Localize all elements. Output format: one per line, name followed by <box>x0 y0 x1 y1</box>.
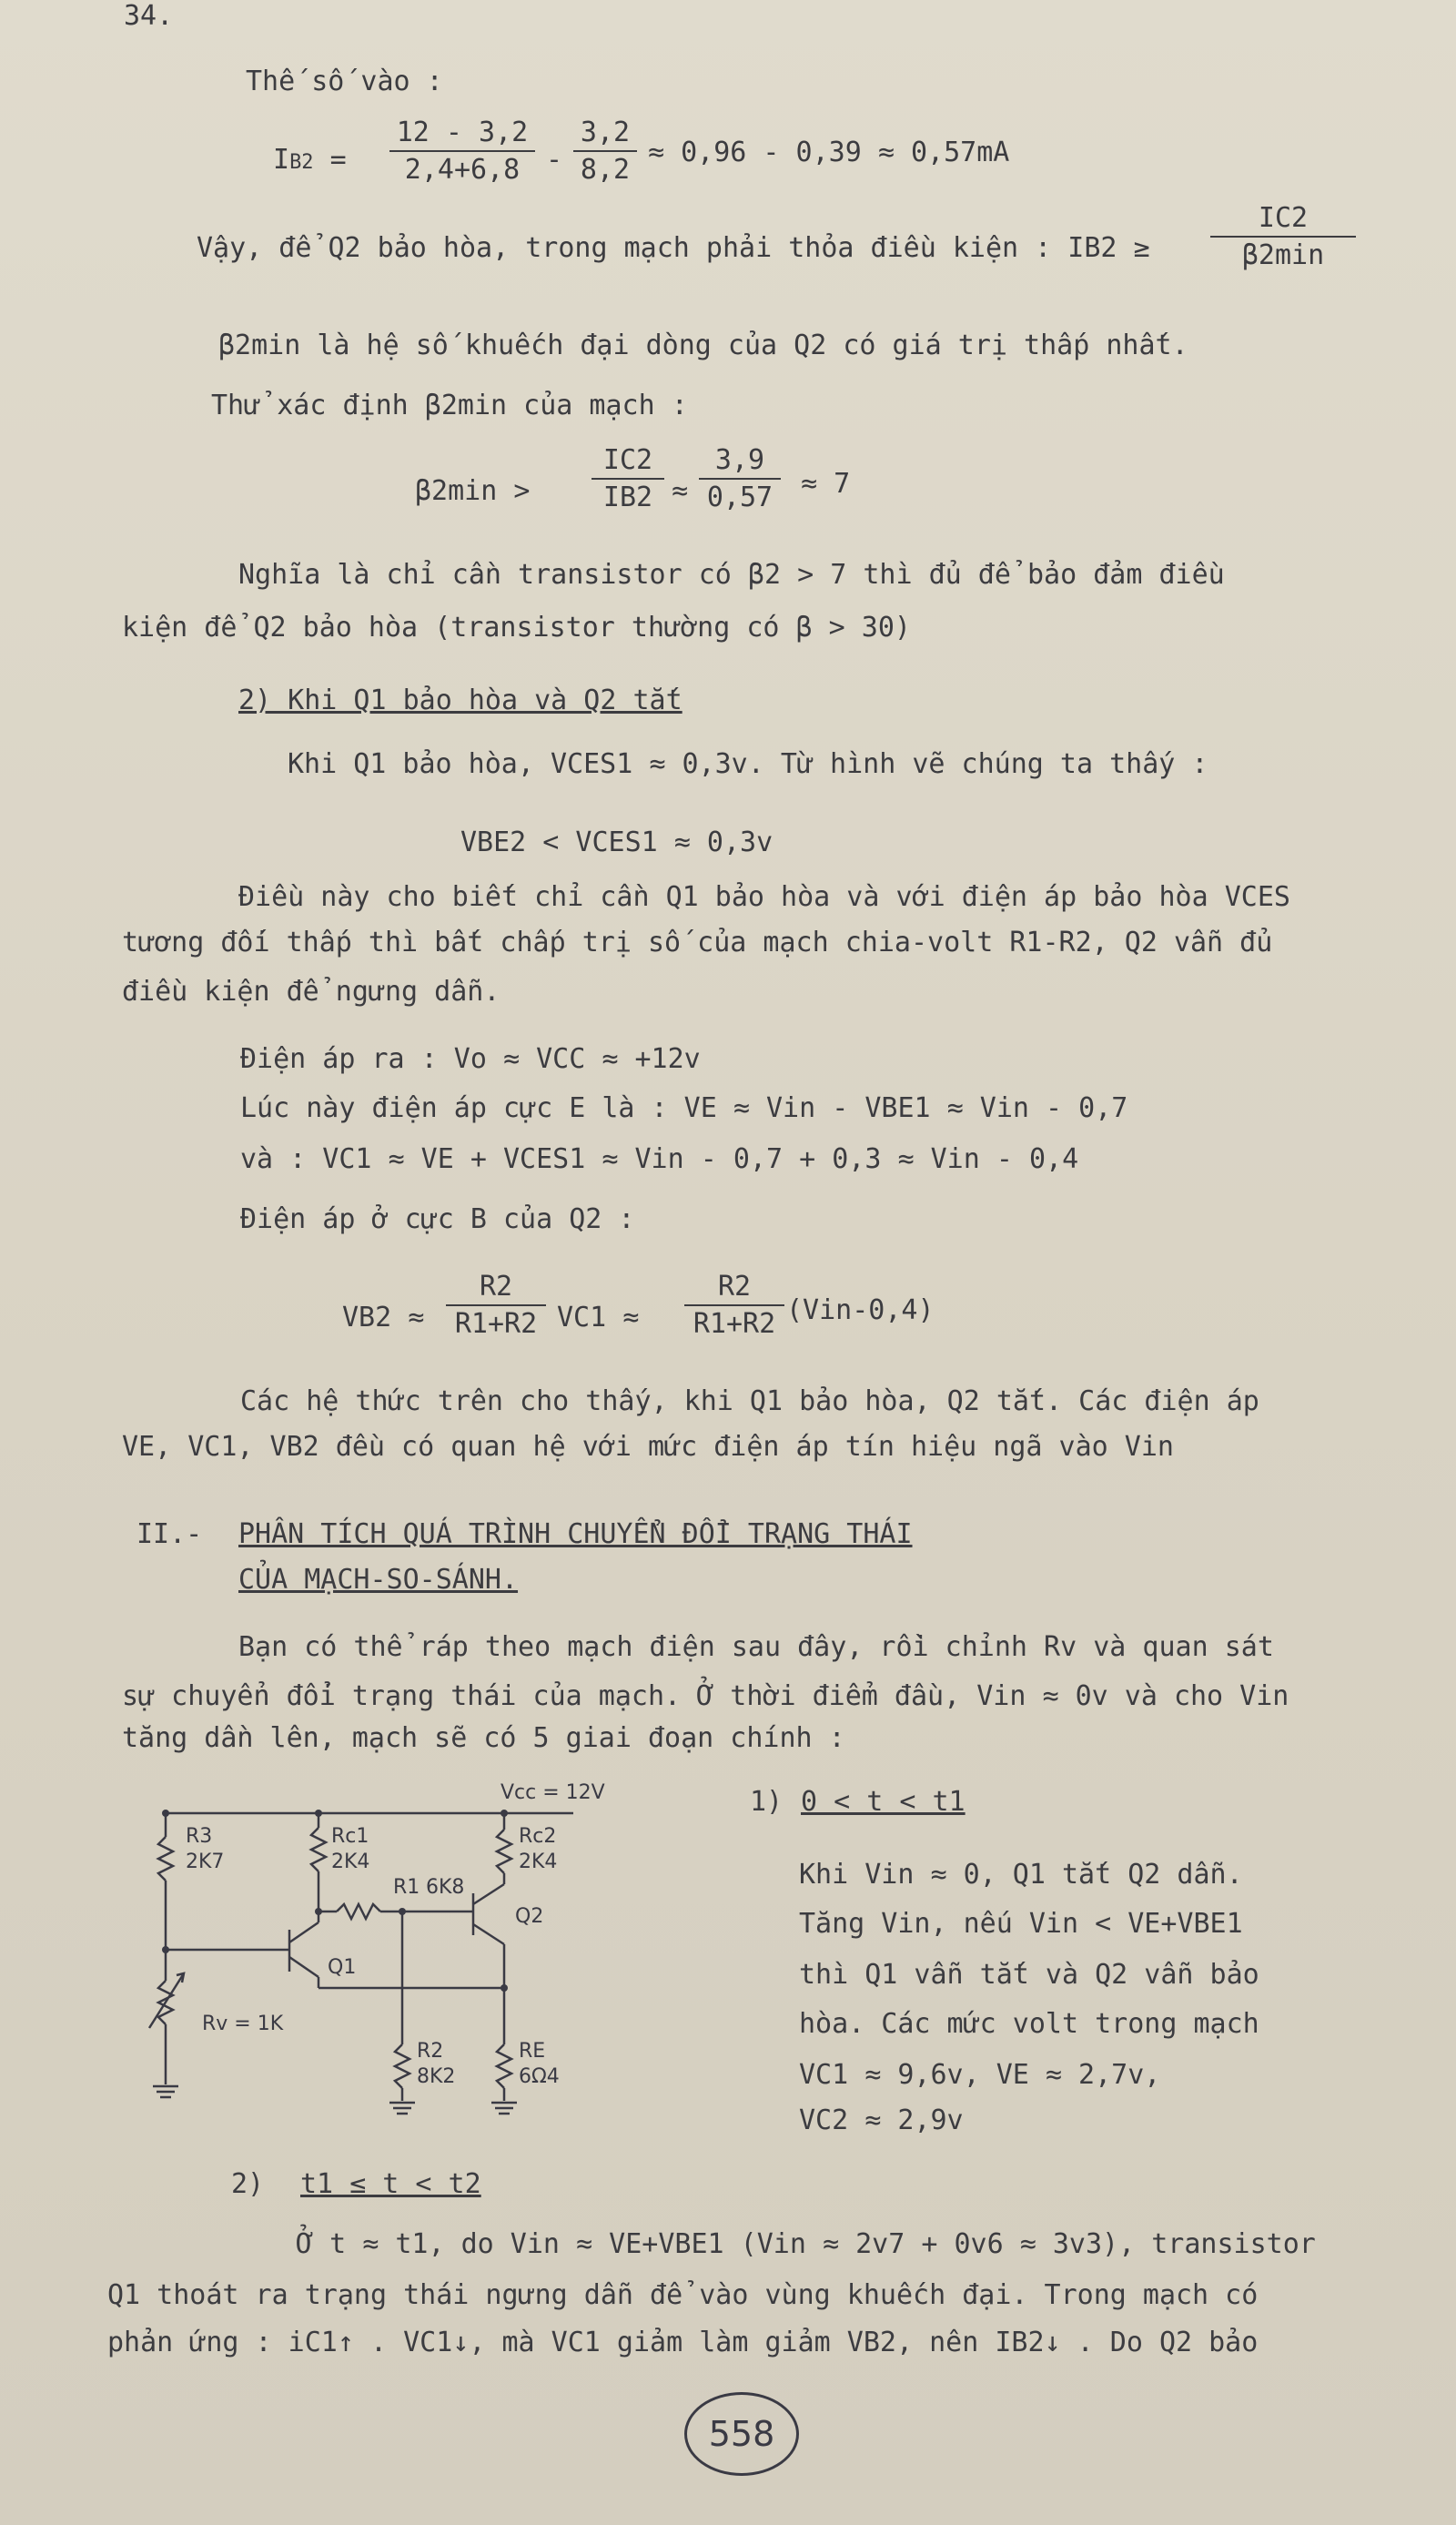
equation-mid: VC1 ≈ <box>557 1302 640 1333</box>
text-line: Ở t ≈ t1, do Vin ≈ VE+VBE1 (Vin ≈ 2v7 + 0v6 ≈ 3v3), transistor <box>297 2228 1316 2260</box>
equation-result: ≈ 0,96 - 0,39 ≈ 0,57mA <box>648 137 1010 168</box>
vcc-label: Vcc = 12V <box>500 1781 605 1804</box>
q2-label: Q2 <box>515 1905 544 1928</box>
text-line: Khi Vin ≈ 0, Q1 tắt Q2 dẫn. <box>799 1859 1243 1891</box>
equation-result: (Vin-0,4) <box>786 1294 935 1326</box>
text-line: VC1 ≈ 9,6v, VE ≈ 2,7v, <box>799 2059 1161 2091</box>
junction-dot <box>315 1908 322 1915</box>
text-line: Các hệ thức trên cho thấy, khi Q1 bảo hòa, Q2 tắt. Các điện áp <box>240 1385 1259 1417</box>
junction-dot <box>315 1810 322 1817</box>
fraction: 12 - 3,2 2,4+6,8 <box>389 117 535 186</box>
r2-label: R2 <box>417 2040 444 2063</box>
text-line: Tăng Vin, nếu Vin < VE+VBE1 <box>799 1908 1243 1940</box>
re-label: RE <box>519 2040 546 2063</box>
minus-sign: - <box>546 144 563 176</box>
rv-label: Rv = 1K <box>202 2013 284 2035</box>
r2-value: 8K2 <box>417 2065 456 2088</box>
r3-label: R3 <box>186 1825 213 1848</box>
text-line: và : VC1 ≈ VE + VCES1 ≈ Vin - 0,7 + 0,3 ≈ Vin - 0,4 <box>240 1143 1079 1175</box>
page-number-stamp: 558 <box>684 2392 799 2476</box>
stage-number: 2) <box>231 2168 265 2200</box>
rc2-label: Rc2 <box>519 1825 557 1848</box>
junction-dot <box>500 1984 508 1992</box>
subsection-heading: 2) Khi Q1 bảo hòa và Q2 tắt <box>238 684 682 716</box>
text-line: VC2 ≈ 2,9v <box>799 2104 964 2136</box>
approx-sign: ≈ <box>672 475 689 507</box>
re-value: 6Ω4 <box>519 2065 560 2088</box>
text-line: Điện áp ra : Vo ≈ VCC ≈ +12v <box>240 1043 701 1075</box>
equation-lhs: IB2 = <box>273 144 347 176</box>
text-line: Vậy, để Q2 bảo hòa, trong mạch phải thỏa điều kiện : IB2 ≥ <box>197 232 1150 264</box>
text-line: β2min là hệ số khuếch đại dòng của Q2 có giá trị thấp nhất. <box>218 330 1188 361</box>
r1-label: R1 <box>393 1876 420 1899</box>
text-line: điều kiện để ngưng dẫn. <box>122 976 500 1008</box>
fraction: R2 R1+R2 <box>684 1271 784 1340</box>
junction-dot <box>162 1810 169 1817</box>
text-line: phản ứng : iC1↑ . VC1↓, mà VC1 giảm làm giảm VB2, nên IB2↓ . Do Q2 bảo <box>107 2327 1259 2358</box>
r3-value: 2K7 <box>186 1851 225 1873</box>
text-line: Thử xác định β2min của mạch : <box>211 390 688 421</box>
fraction: 3,2 8,2 <box>573 117 637 186</box>
text-line: Điện áp ở cực B của Q2 : <box>240 1203 635 1235</box>
rc1-value: 2K4 <box>331 1851 370 1873</box>
fraction: IC2 IB2 <box>592 444 664 513</box>
equation-result: ≈ 7 <box>801 468 851 500</box>
text-line: kiện để Q2 bảo hòa (transistor thường có β > 30) <box>122 612 911 644</box>
junction-dot <box>162 1946 169 1953</box>
q1-label: Q1 <box>328 1956 357 1979</box>
text-line: thì Q1 vẫn tắt và Q2 vẫn bảo <box>799 1959 1259 1991</box>
equation-lhs: β2min > <box>415 475 531 507</box>
r1-value: 6K8 <box>426 1876 465 1899</box>
section-heading: CỦA MẠCH-SO-SÁNH. <box>238 1564 519 1596</box>
text-line: tăng dần lên, mạch sẽ có 5 giai đoạn chính : <box>122 1722 845 1754</box>
section-heading: PHÂN TÍCH QUÁ TRÌNH CHUYỂN ĐỔI TRẠNG THÁI <box>238 1518 913 1550</box>
stage-number: 1) <box>750 1786 784 1818</box>
circuit-diagram <box>136 1766 737 2130</box>
text-line: Lúc này điện áp cực E là : VE ≈ Vin - VBE1 ≈ Vin - 0,7 <box>240 1092 1128 1124</box>
text-line: tương đối thấp thì bất chấp trị số của mạch chia-volt R1-R2, Q2 vẫn đủ <box>122 927 1273 958</box>
junction-dot <box>500 1810 508 1817</box>
text-line: Bạn có thể ráp theo mạch điện sau đây, rồi chỉnh Rv và quan sát <box>238 1631 1274 1663</box>
rc1-label: Rc1 <box>331 1825 369 1848</box>
stage-title: 0 < t < t1 <box>801 1786 966 1818</box>
text-line: Thế số vào : <box>246 66 443 97</box>
fraction: R2 R1+R2 <box>446 1271 546 1340</box>
equation-lhs: VB2 ≈ <box>342 1302 425 1333</box>
rc2-value: 2K4 <box>519 1851 558 1873</box>
text-line: sự chuyển đổi trạng thái của mạch. Ở thời điểm đầu, Vin ≈ 0v và cho Vin <box>122 1680 1289 1712</box>
fraction: 3,9 0,57 <box>699 444 781 513</box>
text-line: Điều này cho biết chỉ cần Q1 bảo hòa và với điện áp bảo hòa VCES <box>238 881 1290 913</box>
fraction: IC2 β2min <box>1210 202 1356 271</box>
page-number-top: 34. <box>124 0 174 32</box>
text-line: Nghĩa là chỉ cần transistor có β2 > 7 thì đủ để bảo đảm điều <box>238 559 1225 591</box>
stage-title: t1 ≤ t < t2 <box>300 2168 481 2200</box>
equation: VBE2 < VCES1 ≈ 0,3v <box>460 826 774 858</box>
text-line: VE, VC1, VB2 đều có quan hệ với mức điện áp tín hiệu ngã vào Vin <box>122 1431 1174 1463</box>
text-line: hòa. Các mức volt trong mạch <box>799 2008 1259 2040</box>
junction-dot <box>399 1908 406 1915</box>
text-line: Khi Q1 bảo hòa, VCES1 ≈ 0,3v. Từ hình vẽ chúng ta thấy : <box>288 748 1208 780</box>
text-line: Q1 thoát ra trạng thái ngưng dẫn để vào vùng khuếch đại. Trong mạch có <box>107 2279 1259 2311</box>
section-number: II.- <box>136 1518 203 1550</box>
